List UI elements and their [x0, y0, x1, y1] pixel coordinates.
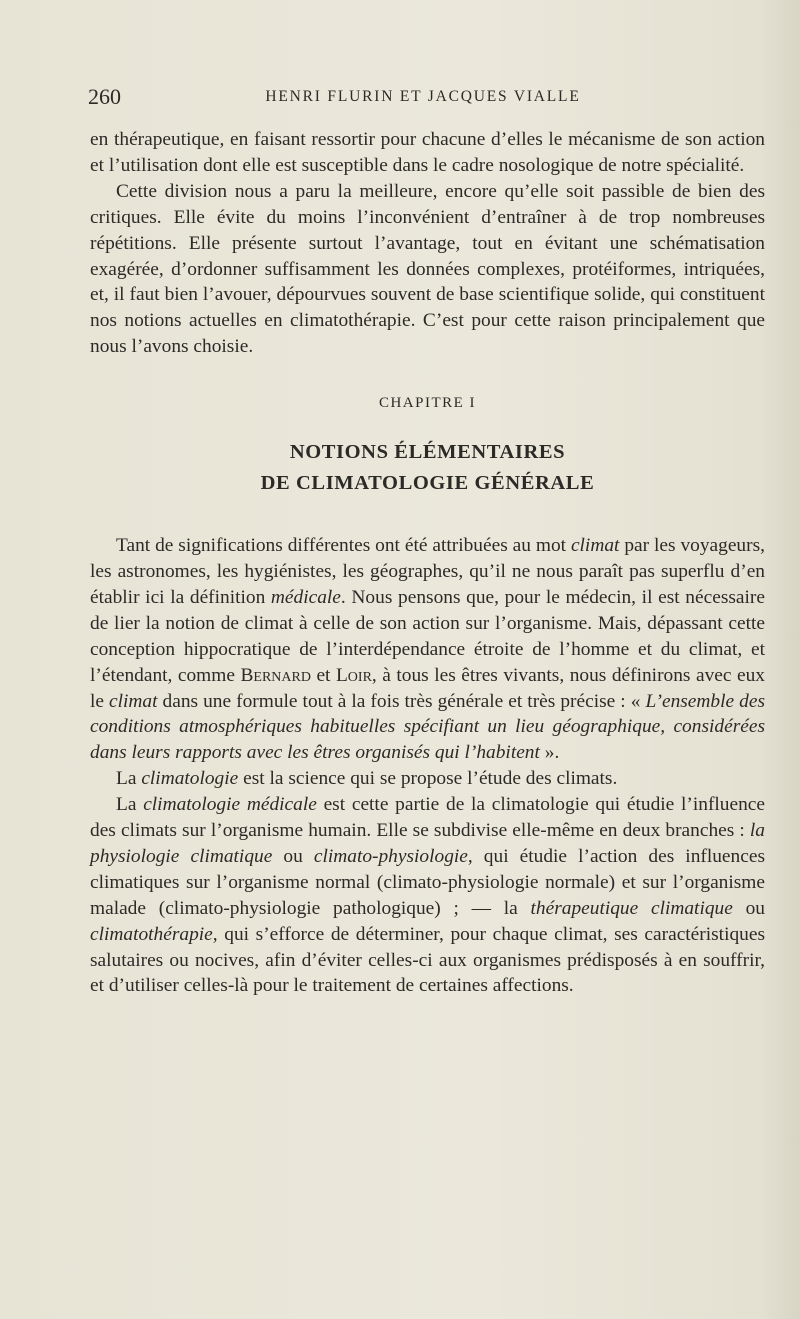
text-run: Tant de significations différentes ont été attribuées au mot: [116, 535, 571, 557]
text-run: , qui s’efforce de déterminer, pour chaque climat, ses caractéristiques salutaires ou nocives, afin d’éviter celles-ci aux organismes prédisposés à en souffrir, et d’utiliser celles-là pour le traitement de certaines affections.: [90, 923, 765, 997]
text-run: par les voyageurs, les astronomes, les hygiénistes, les géographes, qu’il ne nous paraît pas superflu d’en établir ici la définition: [90, 535, 765, 608]
text-run: est cette partie de la climatologie qui étudie l’influence des climats sur l’organisme humain. Elle se subdivise elle-même en deux branches :: [90, 794, 765, 842]
running-title: HENRI FLURIN ET JACQUES VIALLE: [265, 88, 581, 105]
page-body: [90, 127, 765, 999]
italic-run: médicale: [270, 586, 341, 608]
text-run: dans une formule tout à la fois très générale et très précise : «: [157, 690, 646, 712]
page-number: 260: [88, 84, 121, 109]
text-run: , à tous les êtres vivants, nous définirons avec eux le: [90, 664, 765, 712]
running-head: [88, 84, 758, 112]
definition-quote: L’ensemble des conditions atmosphériques habituelles spécifiant un lieu géographique, considérées dans leurs rapports avec les êtres organisés qui l’habitent: [90, 690, 765, 764]
text-run: . Nous pensons que, pour le médecin, il est nécessaire de lier la notion de climat à celle de son action sur l’organisme. Mais, dépassant cette conception hippocratique de l’interdépendance étroite de l’homme et du climat, et l’étendant, comme: [90, 586, 765, 686]
italic-run: climat: [109, 690, 158, 712]
italic-run: climatologie: [141, 768, 239, 790]
chapter-title: [90, 437, 765, 499]
chapter-title-line-2: DE CLIMATOLOGIE GÉNÉRALE: [260, 472, 595, 495]
text-run: ».: [539, 742, 560, 764]
paragraph-climatologie: [90, 766, 765, 792]
paragraph-climatologie-medicale: [90, 792, 765, 999]
text-run: La: [116, 794, 144, 816]
italic-run: climatologie médicale: [143, 794, 317, 816]
italic-run: la physiologie climatique: [90, 820, 765, 867]
chapter-label: CHAPITRE I: [378, 395, 477, 412]
text-run: , qui étudie l’action des influences climatiques sur l’organisme normal (climato-physiologie normale) et sur l’organisme malade (climato-physiologie pathologique) ; — la: [90, 845, 765, 919]
text-run: et: [310, 664, 336, 686]
author-name: Loir: [335, 664, 372, 686]
text-run: ou: [732, 897, 765, 919]
text-run: La: [116, 768, 142, 790]
italic-run: climato-physiologie: [313, 845, 468, 867]
italic-run: climat: [570, 535, 620, 557]
italic-run: climatothérapie: [90, 923, 213, 945]
intro-paragraph-1: en thérapeutique, en faisant ressortir pour chacune d’elles le mécanisme de son action et l’utilisation dont elle est susceptible dans le cadre nosologique de notre spécialité.: [90, 129, 765, 176]
intro-paragraph-2: Cette division nous a paru la meilleure, encore qu’elle soit passible de bien des critiques. Elle évite du moins l’inconvénient d’entraîner à de trop nombreuses répétitions. Elle présente surtout l’avantage, tout en évitant une schématisation exagérée, d’ordonner suffisamment les données complexes, protéiformes, intriquées, et, il faut bien l’avouer, dépourvues souvent de base scientifique solide, qui constituent nos notions actuelles en climatothérapie. C’est pour cette raison principalement que nous l’avons choisie.: [90, 180, 765, 358]
chapter-title-line-1: NOTIONS ÉLÉMENTAIRES: [289, 441, 566, 464]
author-name: Bernard: [240, 664, 311, 686]
text-run: est la science qui se propose l’étude des climats.: [238, 768, 618, 790]
paragraph-climat-definition: [90, 533, 765, 766]
italic-run: thérapeutique climatique: [530, 897, 733, 919]
text-run: ou: [272, 845, 314, 867]
